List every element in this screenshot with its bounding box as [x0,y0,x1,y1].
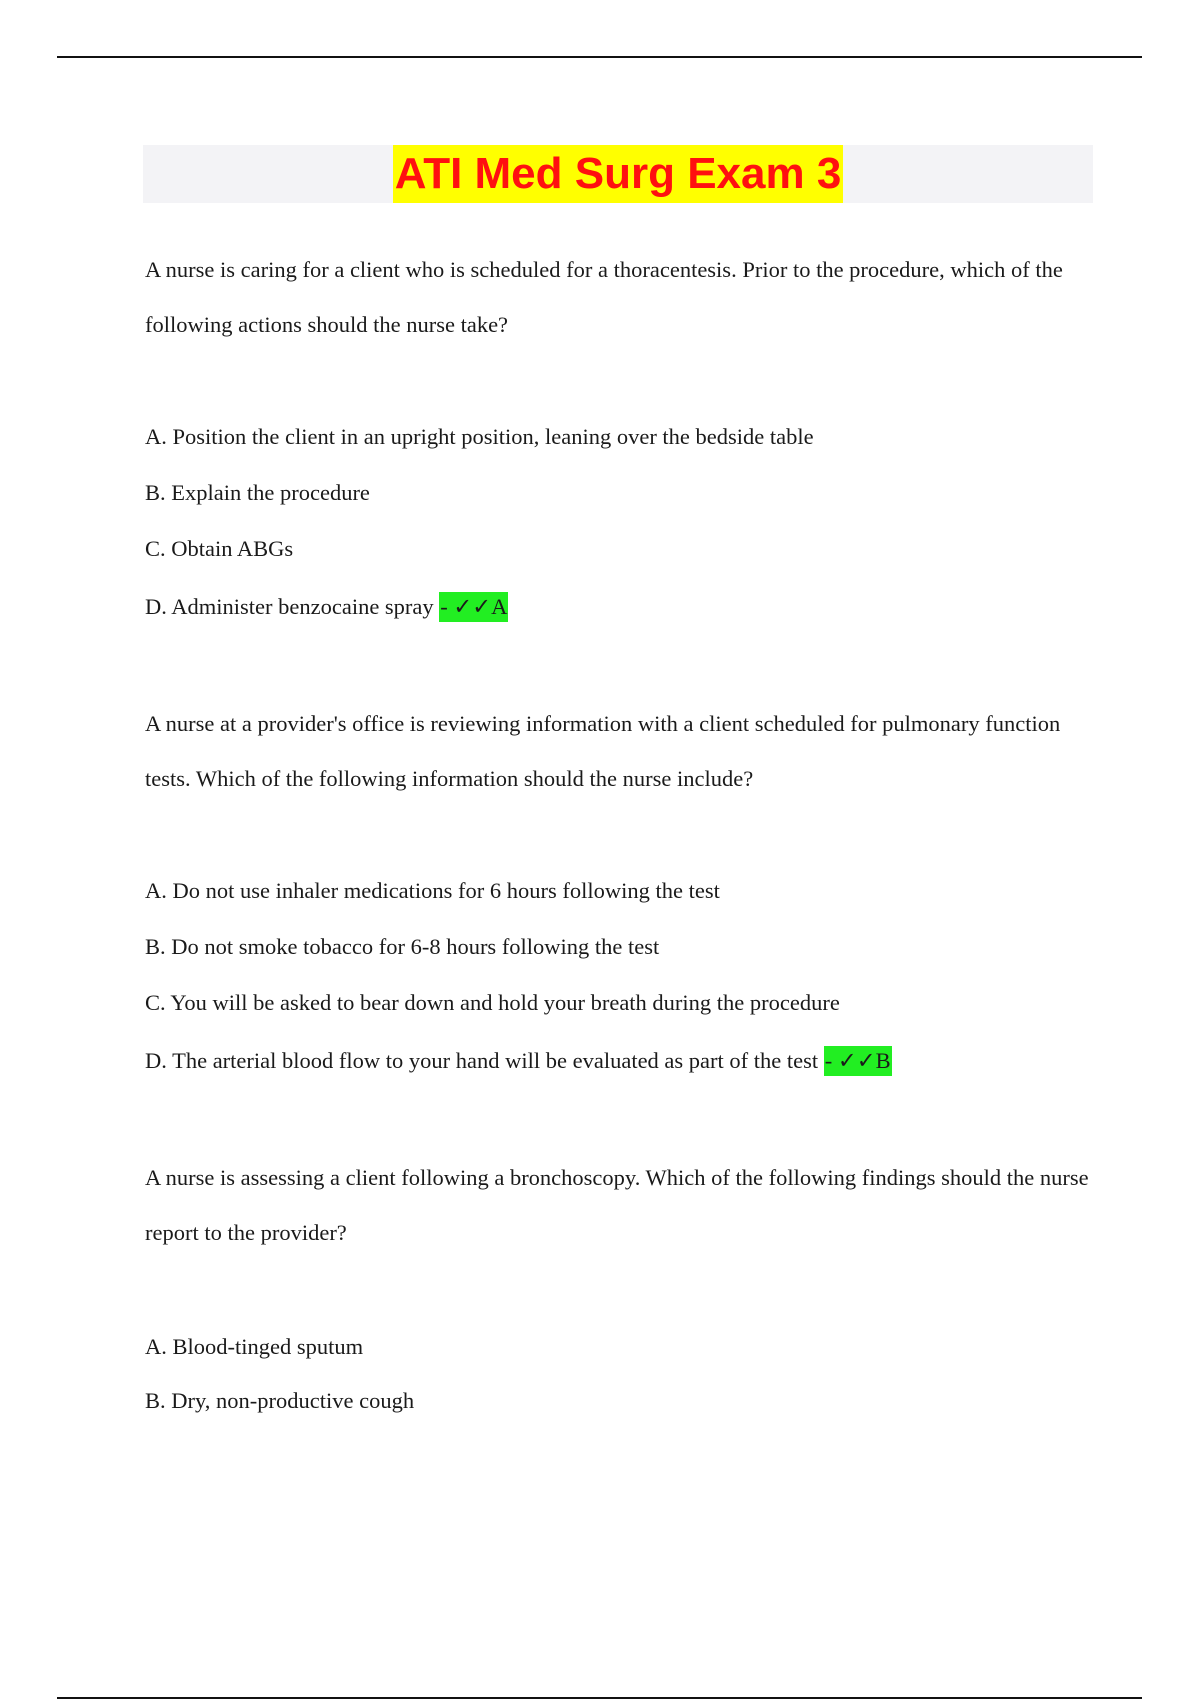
question-2-option-c: C. You will be asked to bear down and hold your breath during the procedure [145,990,840,1015]
question-2-stem: A nurse at a provider's office is reviewing information with a client scheduled for pulmonary function tests. Which of the following information should the nurse include? [145,711,1061,791]
question-1-option-b: B. Explain the procedure [145,480,370,505]
bottom-rule [57,1697,1142,1699]
question-2-option-a: A. Do not use inhaler medications for 6 hours following the test [145,878,720,903]
document-title: ATI Med Surg Exam 3 [393,145,844,203]
title-band [143,145,1093,203]
top-rule [57,56,1142,58]
question-1-stem: A nurse is caring for a client who is scheduled for a thoracentesis. Prior to the procedure, which of the following actions should the nurse take? [145,257,1063,337]
question-3-option-b: B. Dry, non-productive cough [145,1388,415,1413]
question-1-answer-mark: - ✓✓A [439,592,508,622]
question-1-option-d-line [145,592,508,622]
question-2-option-d-line [145,1046,892,1076]
question-1-option-c: C. Obtain ABGs [145,536,294,561]
question-2-option-b: B. Do not smoke tobacco for 6-8 hours following the test [145,934,660,959]
question-3-stem: A nurse is assessing a client following a bronchoscopy. Which of the following findings should the nurse report to the provider? [145,1165,1089,1245]
question-1-option-d: D. Administer benzocaine spray [145,594,434,619]
question-1-option-a: A. Position the client in an upright position, leaning over the bedside table [145,424,814,449]
question-2-answer-mark: - ✓✓B [824,1046,892,1076]
question-2-option-d: D. The arterial blood flow to your hand will be evaluated as part of the test [145,1048,819,1073]
question-3-option-a: A. Blood-tinged sputum [145,1334,364,1359]
